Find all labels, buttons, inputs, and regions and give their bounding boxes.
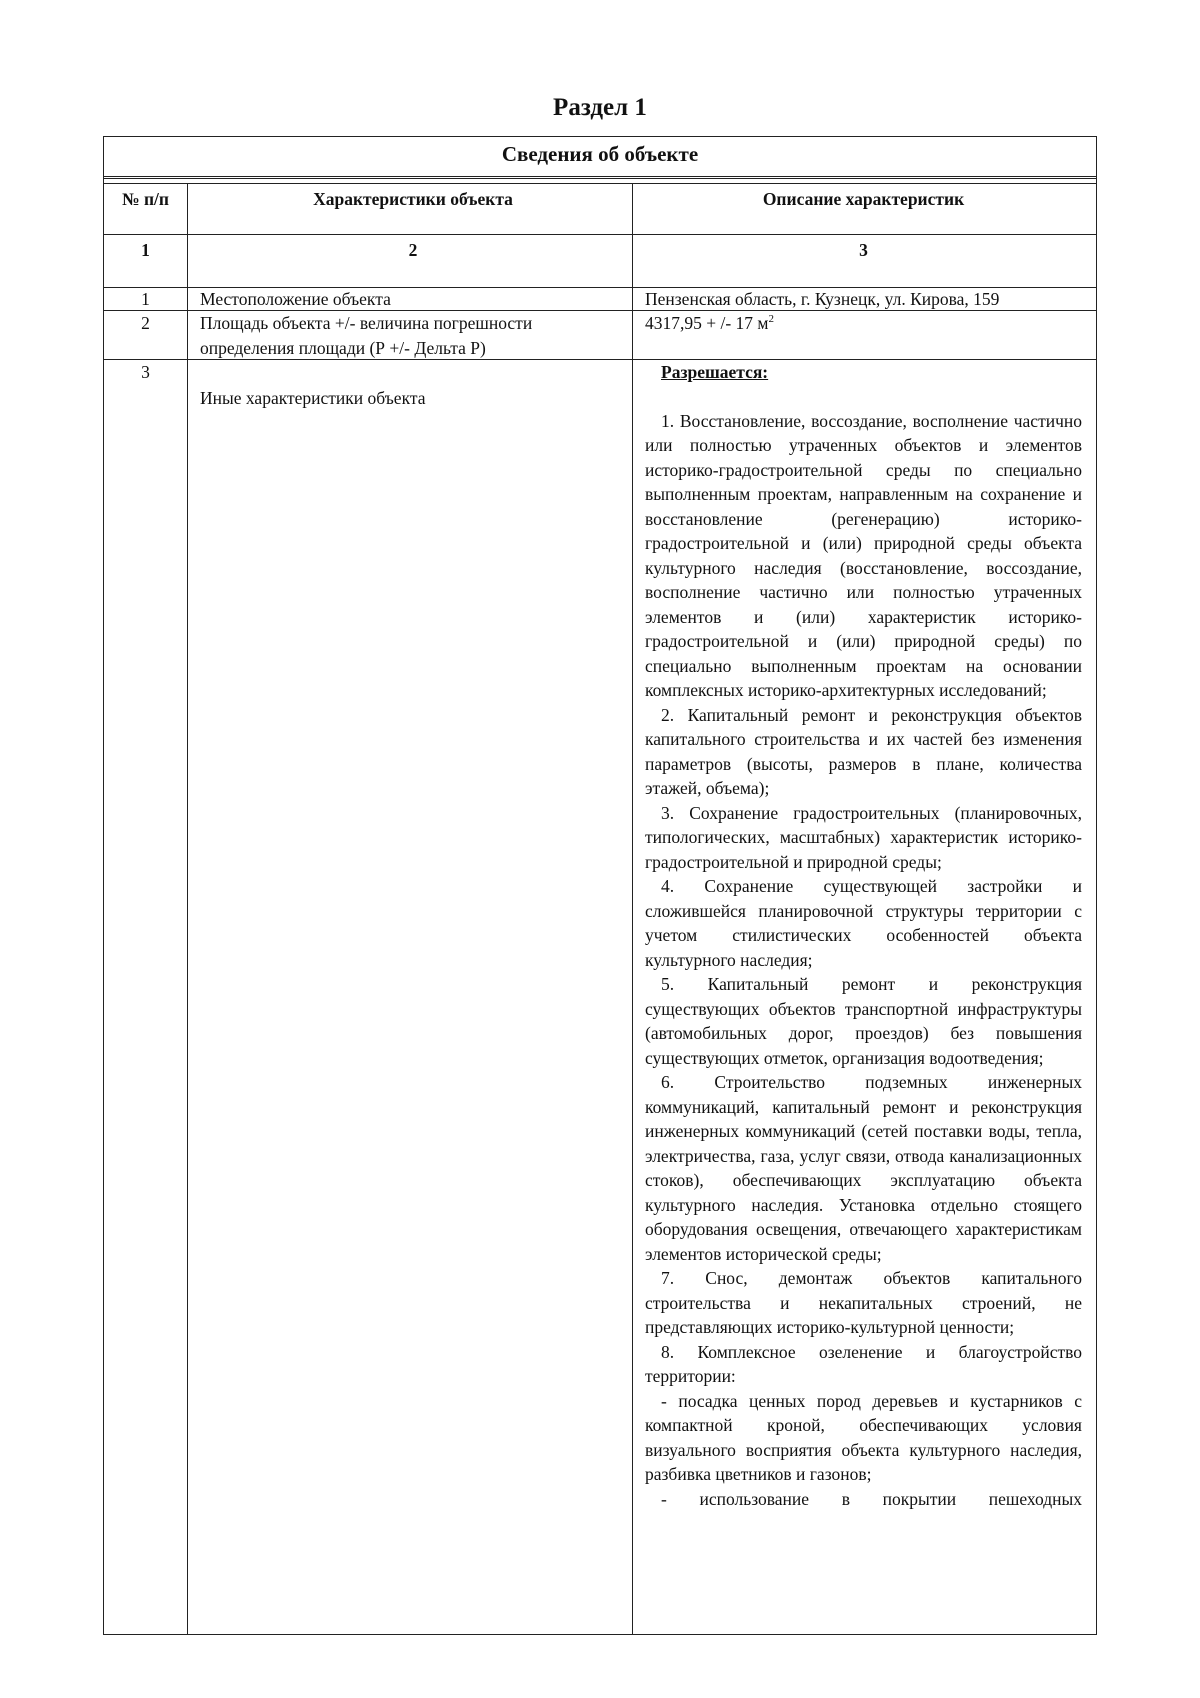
permitted-activity-item: 3. Сохранение градостроительных (планировочных, типологических, масштабных) характеристик историко-градостроительной и природной среды; [645, 802, 1082, 872]
permitted-activity-item: 6. Строительство подземных инженерных коммуникаций, капитальный ремонт и реконструкция инженерных коммуникаций (сетей поставки воды, тепла, электричества, газа, услуг связи, отвода канализационных стоков), обеспечивающих эксплуатацию объекта культурного наследия. Установка отдельно стоящего оборудования освещения, отвечающего характеристикам элементов исторической среды; [645, 1072, 1082, 1264]
permitted-activity-item: 1. Восстановление, воссоздание, восполнение частично или полностью утраченных объектов и элементов историко-градостроительной среды по специально выполненным проектам, направленным на сохранение и восстановление (регенерацию) историко-градостроительной и (или) природной среды объекта культурного наследия (восстановление, воссоздание, восполнение частично или полностью утраченных элементов и (или) характеристик историко-градостроительной и (или) природной среды) по специально выполненным проектам на основании комплексных историко-архитектурных исследований; [645, 410, 1082, 700]
col-number-3: 3 [859, 240, 868, 260]
header-num-label: № п/п [122, 189, 169, 209]
row-2-num: 2 [141, 313, 150, 333]
row-2-description [633, 311, 1098, 336]
header-num [104, 187, 187, 211]
row-2-characteristic: Площадь объекта +/- величина погрешности определения площади (Р +/- Дельта Р) [200, 313, 533, 358]
row-divider [104, 234, 1096, 235]
row-3-description [633, 360, 1098, 1511]
row-divider [104, 183, 1096, 184]
area-value: 4317,95 + /- 17 м [645, 313, 769, 333]
page-title: Раздел 1 [553, 94, 647, 121]
area-unit-exponent: 2 [768, 313, 775, 326]
permitted-activities-list [645, 409, 1082, 1512]
col-number-1: 1 [141, 240, 150, 260]
col-number-2: 2 [408, 240, 418, 260]
row-1-num: 1 [141, 289, 150, 309]
row-1-description: Пензенская область, г. Кузнецк, ул. Кирова, 159 [645, 289, 1000, 309]
row-1-characteristic: Местоположение объекта [200, 289, 391, 309]
header-characteristics: Характеристики объекта [313, 189, 513, 209]
section-header [104, 137, 1096, 179]
permitted-activity-item: 2. Капитальный ремонт и реконструкция объектов капитального строительства и их частей без изменения параметров (высоты, размеров в плане, количества этажей, объема); [645, 704, 1082, 798]
permitted-activity-item: - посадка ценных пород деревьев и кустарников с компактной кроной, обеспечивающих условия визуального восприятия объекта культурного наследия, разбивка цветников и газонов; [645, 1390, 1082, 1484]
permitted-activity-item: 7. Снос, демонтаж объектов капитального строительства и некапитальных строений, не представляющих историко-культурной ценности; [645, 1268, 1082, 1337]
row-3-num: 3 [141, 362, 150, 382]
allowed-heading: Разрешается: [661, 362, 769, 382]
permitted-activity-item: 4. Сохранение существующей застройки и сложившейся планировочной структуры территории с учетом стилистических особенностей объекта культурного наследия; [645, 876, 1082, 970]
section-title: Сведения об объекте [501, 142, 699, 166]
permitted-activity-item: 8. Комплексное озеленение и благоустройство территории: [645, 1341, 1082, 1386]
permitted-activity-item: 5. Капитальный ремонт и реконструкция существующих объектов транспортной инфраструктуры (автомобильных дорог, проездов) без повышения существующих отметок, организация водоотведения; [645, 974, 1082, 1068]
row-3-characteristic: Иные характеристики объекта [200, 388, 426, 408]
header-description: Описание характеристик [762, 189, 965, 209]
object-info-table [103, 136, 1097, 1635]
permitted-activity-item: - использование в покрытии пешеходных [661, 1488, 1082, 1509]
